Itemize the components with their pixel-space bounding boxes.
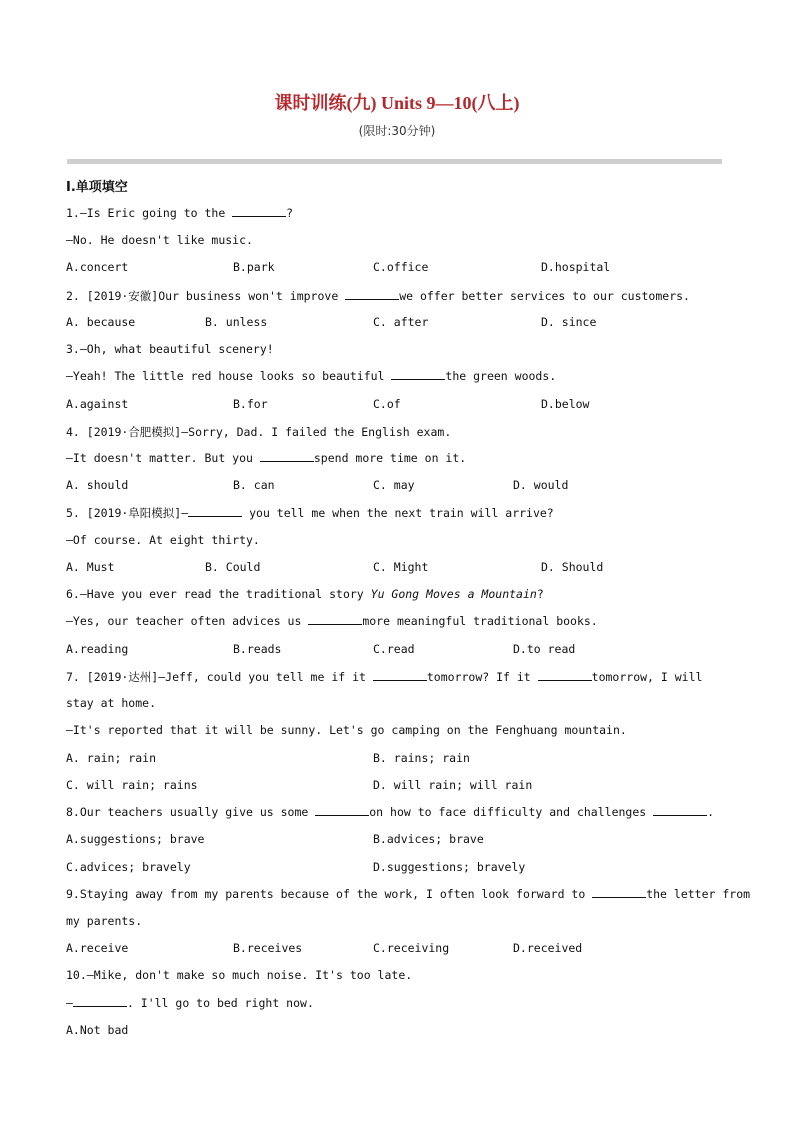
question-1-reply: —No. He doesn't like music. [66,233,253,247]
question-7: 7. [2019·达州]—Jeff, could you tell me if it tomorrow? If it tomorrow, I will [66,670,703,684]
q3-option-d: D.below [541,397,590,411]
q1-option-d: D.hospital [541,260,611,274]
q5-option-b: B. Could [205,560,261,574]
q4-option-d: D. would [513,478,569,492]
section-title: Ⅰ.单项填空 [66,180,128,195]
q8-option-d: D.suggestions; bravely [373,860,526,874]
answer-blank [308,614,362,625]
q3-option-b: B.for [233,397,268,411]
question-9: 9.Staying away from my parents because of the work, I often look forward to the letter from [66,887,751,901]
q8-option-b: B.advices; brave [373,832,484,846]
q3-option-c: C.of [373,397,401,411]
question-4: 4. [2019·合肥模拟]—Sorry, Dad. I failed the English exam. [66,425,452,439]
q7-option-d: D. will rain; will rain [373,778,533,792]
question-10: 10.—Mike, don't make so much noise. It's too late. [66,968,413,982]
question-7-reply: —It's reported that it will be sunny. Let's go camping on the Fenghuang mountain. [66,723,627,737]
q7-option-c: C. will rain; rains [66,778,198,792]
answer-blank [260,451,314,462]
q5-option-a: A. Must [66,560,115,574]
answer-blank [391,369,445,380]
q10-option-a: A.Not bad [66,1023,129,1037]
header-divider [67,159,722,164]
answer-blank [73,996,127,1007]
q1-option-c: C.office [373,260,429,274]
answer-blank [653,805,707,816]
question-1: 1.—Is Eric going to the ? [66,206,294,220]
q6-option-a: A.reading [66,642,129,656]
time-limit: (限时:30分钟) [358,124,436,138]
q9-option-b: B.receives [233,941,303,955]
question-2: 2. [2019·安徽]Our business won't improve we offer better services to our customers. [66,289,690,303]
q1-option-b: B.park [233,260,275,274]
question-4-reply: —It doesn't matter. But you spend more time on it. [66,451,467,465]
question-3: 3.—Oh, what beautiful scenery! [66,342,274,356]
question-7-continued: stay at home. [66,696,157,710]
question-6-reply: —Yes, our teacher often advices us more meaningful traditional books. [66,614,598,628]
q5-option-d: D. Should [541,560,604,574]
answer-blank [538,670,592,681]
q9-option-d: D.received [513,941,583,955]
q6-option-c: C.read [373,642,415,656]
q3-option-a: A.against [66,397,129,411]
answer-blank [345,289,399,300]
answer-blank [315,805,369,816]
q1-option-a: A.concert [66,260,129,274]
q7-option-b: B. rains; rain [373,751,470,765]
q8-option-c: C.advices; bravely [66,860,191,874]
q2-option-a: A. because [66,315,136,329]
answer-blank [373,670,427,681]
story-title: Yu Gong Moves a Mountain [370,587,537,601]
q9-option-c: C.receiving [373,941,450,955]
q9-option-a: A.receive [66,941,129,955]
q6-option-d: D.to read [513,642,576,656]
answer-blank [592,887,646,898]
question-8: 8.Our teachers usually give us some on how to face difficulty and challenges . [66,805,715,819]
q2-option-b: B. unless [205,315,268,329]
q6-option-b: B.reads [233,642,282,656]
q4-option-b: B. can [233,478,275,492]
q7-option-a: A. rain; rain [66,751,157,765]
page-title: 课时训练(九) Units 9—10(八上) [274,93,520,113]
question-10-reply: — . I'll go to bed right now. [66,996,314,1010]
answer-blank [188,506,242,517]
question-5: 5. [2019·阜阳模拟]— you tell me when the next train will arrive? [66,506,554,520]
q4-option-c: C. may [373,478,415,492]
q8-option-a: A.suggestions; brave [66,832,205,846]
q2-option-c: C. after [373,315,429,329]
q5-option-c: C. Might [373,560,429,574]
question-9-continued: my parents. [66,914,143,928]
q4-option-a: A. should [66,478,129,492]
question-3-reply: —Yeah! The little red house looks so beautiful the green woods. [66,369,557,383]
question-6: 6.—Have you ever read the traditional story Yu Gong Moves a Mountain? [66,587,544,601]
question-5-reply: —Of course. At eight thirty. [66,533,260,547]
answer-blank [232,206,286,217]
q2-option-d: D. since [541,315,597,329]
